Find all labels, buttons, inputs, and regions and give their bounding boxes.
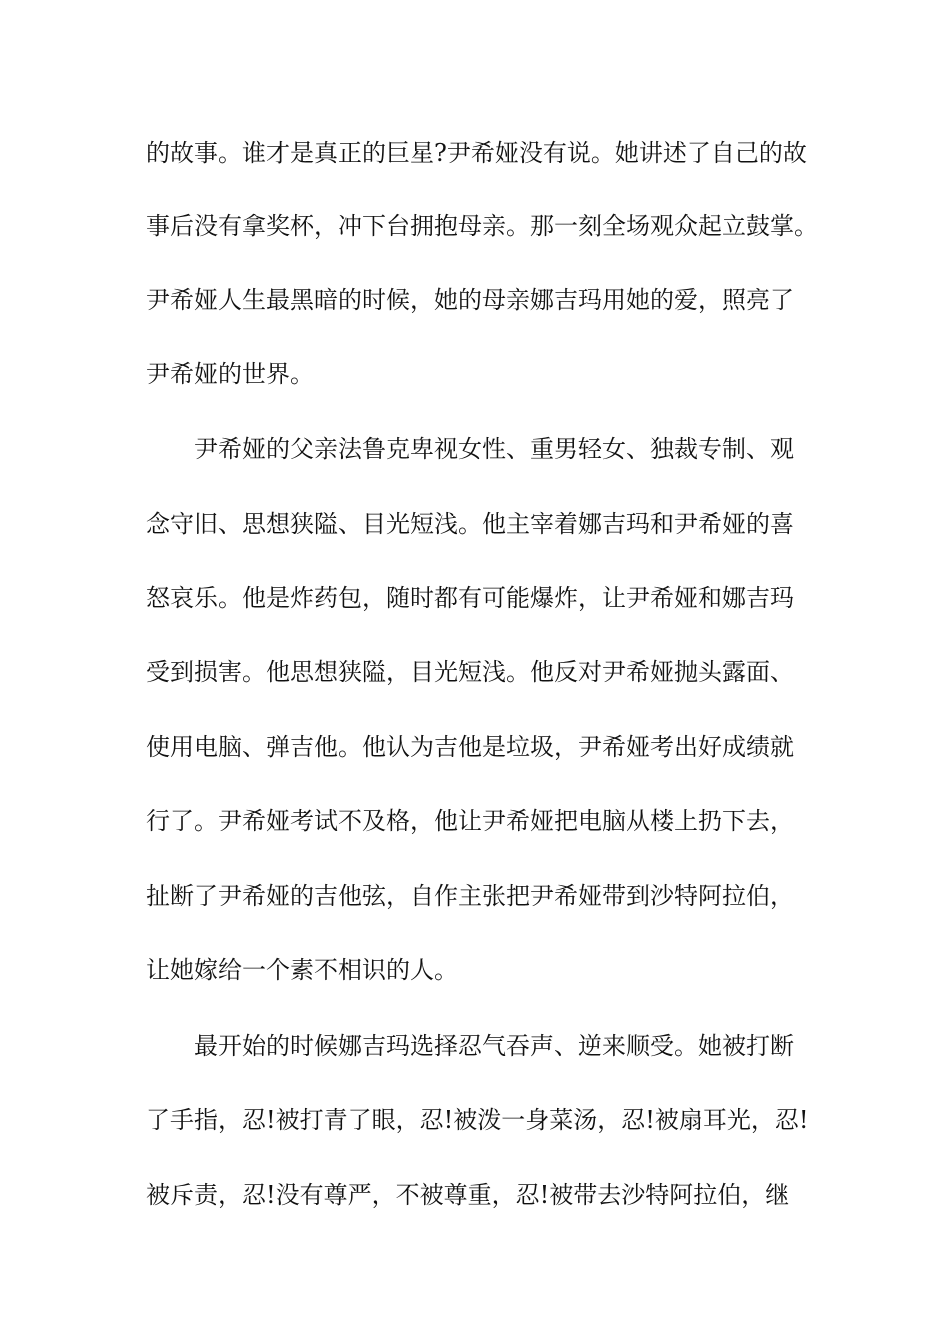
paragraph-1-line-4: 尹希娅的世界。 [146,360,314,388]
paragraph-1-line-1: 的故事。谁才是真正的巨星?尹希娅没有说。她讲述了自己的故 [146,139,807,167]
paragraph-2-line-8: 让她嫁给一个素不相识的人。 [146,956,458,984]
paragraph-2-line-5: 使用电脑、弹吉他。他认为吉他是垃圾，尹希娅考出好成绩就 [146,733,794,761]
paragraph-2-line-4: 受到损害。他思想狭隘，目光短浅。他反对尹希娅抛头露面、 [146,658,794,686]
paragraph-3-line-3: 被斥责，忍!没有尊严，不被尊重，忍!被带去沙特阿拉伯，继 [146,1181,790,1209]
paragraph-2-line-3: 怒哀乐。他是炸药包，随时都有可能爆炸，让尹希娅和娜吉玛 [146,584,794,612]
paragraph-2-line-1: 尹希娅的父亲法鲁克卑视女性、重男轻女、独裁专制、观 [194,435,794,463]
paragraph-1-line-2: 事后没有拿奖杯，冲下台拥抱母亲。那一刻全场观众起立鼓掌。 [146,212,818,240]
paragraph-1-line-3: 尹希娅人生最黑暗的时候，她的母亲娜吉玛用她的爱，照亮了 [146,286,794,314]
paragraph-2-line-7: 扯断了尹希娅的吉他弦，自作主张把尹希娅带到沙特阿拉伯， [146,882,794,910]
paragraph-2-line-6: 行了。尹希娅考试不及格，他让尹希娅把电脑从楼上扔下去， [146,807,794,835]
paragraph-3-line-1: 最开始的时候娜吉玛选择忍气吞声、逆来顺受。她被打断 [194,1032,794,1060]
paragraph-3-line-2: 了手指，忍!被打青了眼，忍!被泼一身菜汤，忍!被扇耳光，忍! [146,1106,809,1134]
paragraph-2-line-2: 念守旧、思想狭隘、目光短浅。他主宰着娜吉玛和尹希娅的喜 [146,510,794,538]
